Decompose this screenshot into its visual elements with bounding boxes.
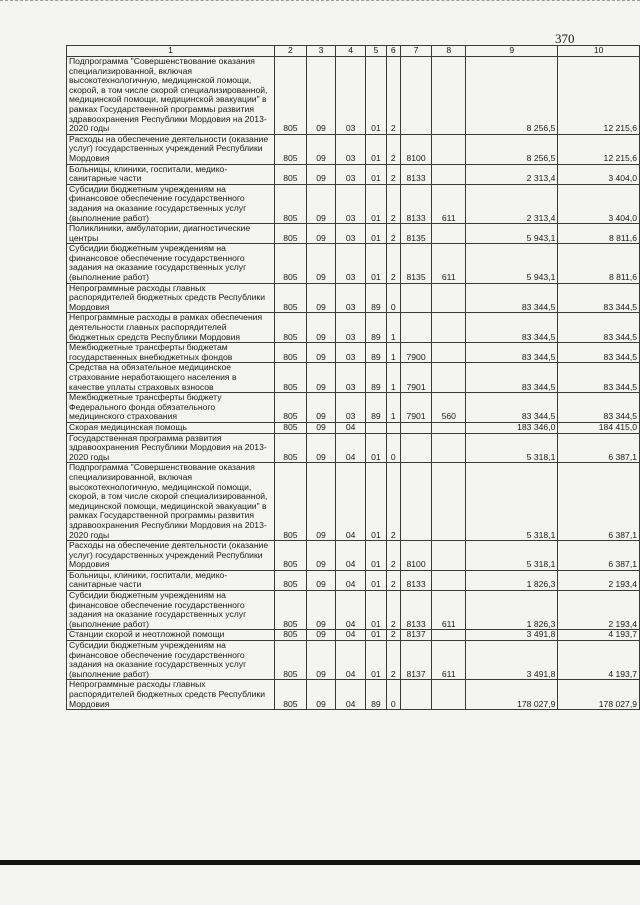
subprogram-code: 1 bbox=[386, 343, 400, 363]
amount-year-1: 5 943,1 bbox=[466, 244, 558, 283]
row-name: Субсидии бюджетным учреждениям на финансовое обеспечение государственного задания на оказание государственных услуг (выполнение работ) bbox=[67, 244, 275, 283]
row-name: Скорая медицинская помощь bbox=[67, 422, 275, 433]
article-code: 7900 bbox=[400, 343, 432, 363]
amount-year-1: 8 256,5 bbox=[466, 57, 558, 135]
program-code: 89 bbox=[365, 393, 386, 423]
row-name: Расходы на обеспечение деятельности (оказание услуг) государственных учреждений Республики Мордовия bbox=[67, 541, 275, 571]
admin-code: 805 bbox=[275, 363, 307, 393]
column-number-10: 10 bbox=[558, 46, 640, 57]
row-name: Больницы, клиники, госпитали, медико-санитарные части bbox=[67, 164, 275, 184]
article-code bbox=[400, 680, 432, 710]
article-code bbox=[400, 422, 432, 433]
admin-code: 805 bbox=[275, 57, 307, 135]
table-row bbox=[67, 433, 640, 463]
row-name: Субсидии бюджетным учреждениям на финансовое обеспечение государственного задания на оказание государственных услуг (выполнение работ) bbox=[67, 184, 275, 223]
subsection-code: 03 bbox=[336, 57, 366, 135]
program-code: 01 bbox=[365, 630, 386, 641]
amount-year-2: 12 215,6 bbox=[558, 134, 640, 164]
amount-year-1: 178 027,9 bbox=[466, 680, 558, 710]
section-code: 09 bbox=[306, 393, 336, 423]
column-number-7: 7 bbox=[400, 46, 432, 57]
amount-year-1: 83 344,5 bbox=[466, 393, 558, 423]
table-row bbox=[67, 422, 640, 433]
section-code: 09 bbox=[306, 641, 336, 680]
admin-code: 805 bbox=[275, 283, 307, 313]
subprogram-code: 2 bbox=[386, 463, 400, 541]
article-code bbox=[400, 463, 432, 541]
article-code: 8133 bbox=[400, 591, 432, 630]
subprogram-code: 1 bbox=[386, 363, 400, 393]
amount-year-2: 83 344,5 bbox=[558, 363, 640, 393]
program-code bbox=[365, 422, 386, 433]
subsection-code: 03 bbox=[336, 363, 366, 393]
table-row bbox=[67, 393, 640, 423]
row-name: Больницы, клиники, госпитали, медико-санитарные части bbox=[67, 570, 275, 590]
expense-type-code bbox=[432, 164, 466, 184]
subsection-code: 04 bbox=[336, 570, 366, 590]
subsection-code: 03 bbox=[336, 283, 366, 313]
program-code: 89 bbox=[365, 313, 386, 343]
article-code bbox=[400, 57, 432, 135]
admin-code: 805 bbox=[275, 244, 307, 283]
section-code: 09 bbox=[306, 422, 336, 433]
amount-year-2: 6 387,1 bbox=[558, 433, 640, 463]
expense-type-code bbox=[432, 422, 466, 433]
subprogram-code: 2 bbox=[386, 630, 400, 641]
admin-code: 805 bbox=[275, 463, 307, 541]
admin-code: 805 bbox=[275, 630, 307, 641]
amount-year-1: 83 344,5 bbox=[466, 283, 558, 313]
subprogram-code: 2 bbox=[386, 591, 400, 630]
amount-year-1: 3 491,8 bbox=[466, 641, 558, 680]
amount-year-1: 2 313,4 bbox=[466, 184, 558, 223]
expense-type-code bbox=[432, 57, 466, 135]
column-number-9: 9 bbox=[466, 46, 558, 57]
row-name: Непрограммные расходы главных распорядителей бюджетных средств Республики Мордовия bbox=[67, 680, 275, 710]
program-code: 01 bbox=[365, 570, 386, 590]
article-code bbox=[400, 313, 432, 343]
section-code: 09 bbox=[306, 570, 336, 590]
table-row bbox=[67, 630, 640, 641]
amount-year-1: 3 491,8 bbox=[466, 630, 558, 641]
amount-year-2: 12 215,6 bbox=[558, 57, 640, 135]
admin-code: 805 bbox=[275, 184, 307, 223]
amount-year-2: 4 193,7 bbox=[558, 630, 640, 641]
program-code: 01 bbox=[365, 463, 386, 541]
amount-year-2: 83 344,5 bbox=[558, 343, 640, 363]
table-row bbox=[67, 57, 640, 135]
admin-code: 805 bbox=[275, 313, 307, 343]
expense-type-code bbox=[432, 224, 466, 244]
row-name: Расходы на обеспечение деятельности (оказание услуг) государственных учреждений Республики Мордовия bbox=[67, 134, 275, 164]
table-row bbox=[67, 463, 640, 541]
subsection-code: 04 bbox=[336, 422, 366, 433]
subprogram-code: 2 bbox=[386, 164, 400, 184]
admin-code: 805 bbox=[275, 591, 307, 630]
admin-code: 805 bbox=[275, 134, 307, 164]
subsection-code: 04 bbox=[336, 641, 366, 680]
section-code: 09 bbox=[306, 134, 336, 164]
section-code: 09 bbox=[306, 541, 336, 571]
program-code: 01 bbox=[365, 244, 386, 283]
amount-year-2: 6 387,1 bbox=[558, 541, 640, 571]
amount-year-2: 8 811,6 bbox=[558, 224, 640, 244]
row-name: Средства на обязательное медицинское страхование неработающего населения в качестве уплаты страховых взносов bbox=[67, 363, 275, 393]
section-code: 09 bbox=[306, 680, 336, 710]
section-code: 09 bbox=[306, 591, 336, 630]
program-code: 01 bbox=[365, 184, 386, 223]
amount-year-1: 83 344,5 bbox=[466, 343, 558, 363]
subsection-code: 03 bbox=[336, 244, 366, 283]
subsection-code: 04 bbox=[336, 463, 366, 541]
article-code: 8137 bbox=[400, 641, 432, 680]
program-code: 89 bbox=[365, 343, 386, 363]
subprogram-code: 0 bbox=[386, 283, 400, 313]
expense-type-code: 611 bbox=[432, 184, 466, 223]
article-code bbox=[400, 283, 432, 313]
subsection-code: 03 bbox=[336, 313, 366, 343]
column-number-4: 4 bbox=[336, 46, 366, 57]
article-code: 8133 bbox=[400, 164, 432, 184]
subprogram-code: 2 bbox=[386, 134, 400, 164]
program-code: 89 bbox=[365, 363, 386, 393]
article-code: 8137 bbox=[400, 630, 432, 641]
subprogram-code: 2 bbox=[386, 541, 400, 571]
admin-code: 805 bbox=[275, 541, 307, 571]
amount-year-2: 2 193,4 bbox=[558, 570, 640, 590]
amount-year-2: 8 811,6 bbox=[558, 244, 640, 283]
table-row bbox=[67, 313, 640, 343]
subprogram-code: 0 bbox=[386, 680, 400, 710]
table-row bbox=[67, 363, 640, 393]
amount-year-2: 178 027,9 bbox=[558, 680, 640, 710]
amount-year-1: 83 344,5 bbox=[466, 313, 558, 343]
admin-code: 805 bbox=[275, 570, 307, 590]
subprogram-code: 2 bbox=[386, 244, 400, 283]
page-top-edge bbox=[0, 0, 640, 4]
amount-year-1: 2 313,4 bbox=[466, 164, 558, 184]
subprogram-code: 2 bbox=[386, 570, 400, 590]
section-code: 09 bbox=[306, 343, 336, 363]
expense-type-code bbox=[432, 541, 466, 571]
article-code: 8133 bbox=[400, 184, 432, 223]
section-code: 09 bbox=[306, 630, 336, 641]
table-row bbox=[67, 184, 640, 223]
amount-year-2: 83 344,5 bbox=[558, 313, 640, 343]
table-row bbox=[67, 283, 640, 313]
article-code: 8135 bbox=[400, 224, 432, 244]
admin-code: 805 bbox=[275, 422, 307, 433]
expense-type-code bbox=[432, 313, 466, 343]
subsection-code: 03 bbox=[336, 184, 366, 223]
subprogram-code: 2 bbox=[386, 57, 400, 135]
expense-type-code: 560 bbox=[432, 393, 466, 423]
program-code: 89 bbox=[365, 283, 386, 313]
amount-year-1: 5 943,1 bbox=[466, 224, 558, 244]
row-name: Межбюджетные трансферты бюджету Федерального фонда обязательного медицинского страхования bbox=[67, 393, 275, 423]
amount-year-2: 3 404,0 bbox=[558, 184, 640, 223]
amount-year-1: 8 256,5 bbox=[466, 134, 558, 164]
table-row bbox=[67, 244, 640, 283]
row-name: Непрограммные расходы главных распорядителей бюджетных средств Республики Мордовия bbox=[67, 283, 275, 313]
program-code: 01 bbox=[365, 224, 386, 244]
amount-year-1: 83 344,5 bbox=[466, 363, 558, 393]
program-code: 89 bbox=[365, 680, 386, 710]
expense-type-code: 611 bbox=[432, 641, 466, 680]
expense-type-code bbox=[432, 630, 466, 641]
expense-type-code bbox=[432, 433, 466, 463]
section-code: 09 bbox=[306, 313, 336, 343]
article-code bbox=[400, 433, 432, 463]
subsection-code: 04 bbox=[336, 433, 366, 463]
section-code: 09 bbox=[306, 57, 336, 135]
section-code: 09 bbox=[306, 283, 336, 313]
article-code: 8100 bbox=[400, 134, 432, 164]
section-code: 09 bbox=[306, 224, 336, 244]
column-number-5: 5 bbox=[365, 46, 386, 57]
program-code: 01 bbox=[365, 641, 386, 680]
subprogram-code: 2 bbox=[386, 224, 400, 244]
section-code: 09 bbox=[306, 433, 336, 463]
row-name: Непрограммные расходы в рамках обеспечения деятельности главных распорядителей бюджетных средств Республики Мордовия bbox=[67, 313, 275, 343]
subsection-code: 03 bbox=[336, 164, 366, 184]
expense-type-code: 611 bbox=[432, 244, 466, 283]
amount-year-2: 4 193,7 bbox=[558, 641, 640, 680]
expense-type-code bbox=[432, 680, 466, 710]
subsection-code: 03 bbox=[336, 134, 366, 164]
subprogram-code: 0 bbox=[386, 433, 400, 463]
amount-year-2: 184 415,0 bbox=[558, 422, 640, 433]
column-number-2: 2 bbox=[275, 46, 307, 57]
program-code: 01 bbox=[365, 433, 386, 463]
article-code: 7901 bbox=[400, 363, 432, 393]
article-code: 8133 bbox=[400, 570, 432, 590]
budget-table-body bbox=[67, 57, 640, 710]
subsection-code: 04 bbox=[336, 591, 366, 630]
subprogram-code: 2 bbox=[386, 641, 400, 680]
expense-type-code bbox=[432, 363, 466, 393]
subprogram-code: 2 bbox=[386, 184, 400, 223]
section-code: 09 bbox=[306, 184, 336, 223]
row-name: Поликлиники, амбулатории, диагностические центры bbox=[67, 224, 275, 244]
amount-year-1: 5 318,1 bbox=[466, 541, 558, 571]
program-code: 01 bbox=[365, 57, 386, 135]
admin-code: 805 bbox=[275, 393, 307, 423]
amount-year-2: 83 344,5 bbox=[558, 393, 640, 423]
section-code: 09 bbox=[306, 244, 336, 283]
admin-code: 805 bbox=[275, 343, 307, 363]
table-row bbox=[67, 641, 640, 680]
column-number-3: 3 bbox=[306, 46, 336, 57]
expense-type-code bbox=[432, 463, 466, 541]
amount-year-2: 83 344,5 bbox=[558, 283, 640, 313]
amount-year-2: 2 193,4 bbox=[558, 591, 640, 630]
expense-type-code bbox=[432, 283, 466, 313]
table-row bbox=[67, 343, 640, 363]
budget-table bbox=[66, 45, 640, 710]
expense-type-code: 611 bbox=[432, 591, 466, 630]
section-code: 09 bbox=[306, 463, 336, 541]
table-row bbox=[67, 541, 640, 571]
program-code: 01 bbox=[365, 591, 386, 630]
row-name: Субсидии бюджетным учреждениям на финансовое обеспечение государственного задания на оказание государственных услуг (выполнение работ) bbox=[67, 591, 275, 630]
expense-type-code bbox=[432, 570, 466, 590]
admin-code: 805 bbox=[275, 224, 307, 244]
subsection-code: 04 bbox=[336, 541, 366, 571]
subprogram-code: 1 bbox=[386, 393, 400, 423]
program-code: 01 bbox=[365, 134, 386, 164]
column-number-row bbox=[67, 46, 640, 57]
article-code: 8135 bbox=[400, 244, 432, 283]
amount-year-1: 1 826,3 bbox=[466, 591, 558, 630]
article-code: 7901 bbox=[400, 393, 432, 423]
admin-code: 805 bbox=[275, 433, 307, 463]
expense-type-code bbox=[432, 343, 466, 363]
table-row bbox=[67, 134, 640, 164]
column-number-6: 6 bbox=[386, 46, 400, 57]
section-code: 09 bbox=[306, 363, 336, 393]
page-number: 370 bbox=[555, 31, 575, 46]
program-code: 01 bbox=[365, 164, 386, 184]
amount-year-1: 1 826,3 bbox=[466, 570, 558, 590]
subsection-code: 04 bbox=[336, 630, 366, 641]
table-row bbox=[67, 570, 640, 590]
row-name: Подпрограмма "Совершенствование оказания специализированной, включая высокотехнологичную, медицинской помощи, скорой, в том числе скорой специализированной, медицинской помощи, медицинской эвакуации" в рамках Государственной программы развития здравоохранения Республики Мордовия на 2013-2020 годы bbox=[67, 463, 275, 541]
amount-year-2: 3 404,0 bbox=[558, 164, 640, 184]
amount-year-1: 183 346,0 bbox=[466, 422, 558, 433]
row-name: Подпрограмма "Совершенствование оказания специализированной, включая высокотехнологичную, медицинской помощи, скорой, в том числе скорой специализированной, медицинской помощи, медицинской эвакуации" в рамках Государственной программы развития здравоохранения Республики Мордовия на 2013-2020 годы bbox=[67, 57, 275, 135]
column-number-8: 8 bbox=[432, 46, 466, 57]
subsection-code: 03 bbox=[336, 393, 366, 423]
column-number-1: 1 bbox=[67, 46, 275, 57]
table-row bbox=[67, 164, 640, 184]
scan-bottom-edge bbox=[0, 860, 640, 865]
amount-year-2: 6 387,1 bbox=[558, 463, 640, 541]
admin-code: 805 bbox=[275, 680, 307, 710]
row-name: Субсидии бюджетным учреждениям на финансовое обеспечение государственного задания на оказание государственных услуг (выполнение работ) bbox=[67, 641, 275, 680]
section-code: 09 bbox=[306, 164, 336, 184]
expense-type-code bbox=[432, 134, 466, 164]
subprogram-code: 1 bbox=[386, 313, 400, 343]
amount-year-1: 5 318,1 bbox=[466, 463, 558, 541]
subprogram-code bbox=[386, 422, 400, 433]
subsection-code: 04 bbox=[336, 680, 366, 710]
table-row bbox=[67, 591, 640, 630]
article-code: 8100 bbox=[400, 541, 432, 571]
table-row bbox=[67, 680, 640, 710]
admin-code: 805 bbox=[275, 164, 307, 184]
admin-code: 805 bbox=[275, 641, 307, 680]
row-name: Межбюджетные трансферты бюджетам государственных внебюджетных фондов bbox=[67, 343, 275, 363]
subsection-code: 03 bbox=[336, 343, 366, 363]
amount-year-1: 5 318,1 bbox=[466, 433, 558, 463]
table-row bbox=[67, 224, 640, 244]
subsection-code: 03 bbox=[336, 224, 366, 244]
row-name: Государственная программа развития здравоохранения Республики Мордовия на 2013-2020 годы bbox=[67, 433, 275, 463]
row-name: Станции скорой и неотложной помощи bbox=[67, 630, 275, 641]
program-code: 01 bbox=[365, 541, 386, 571]
